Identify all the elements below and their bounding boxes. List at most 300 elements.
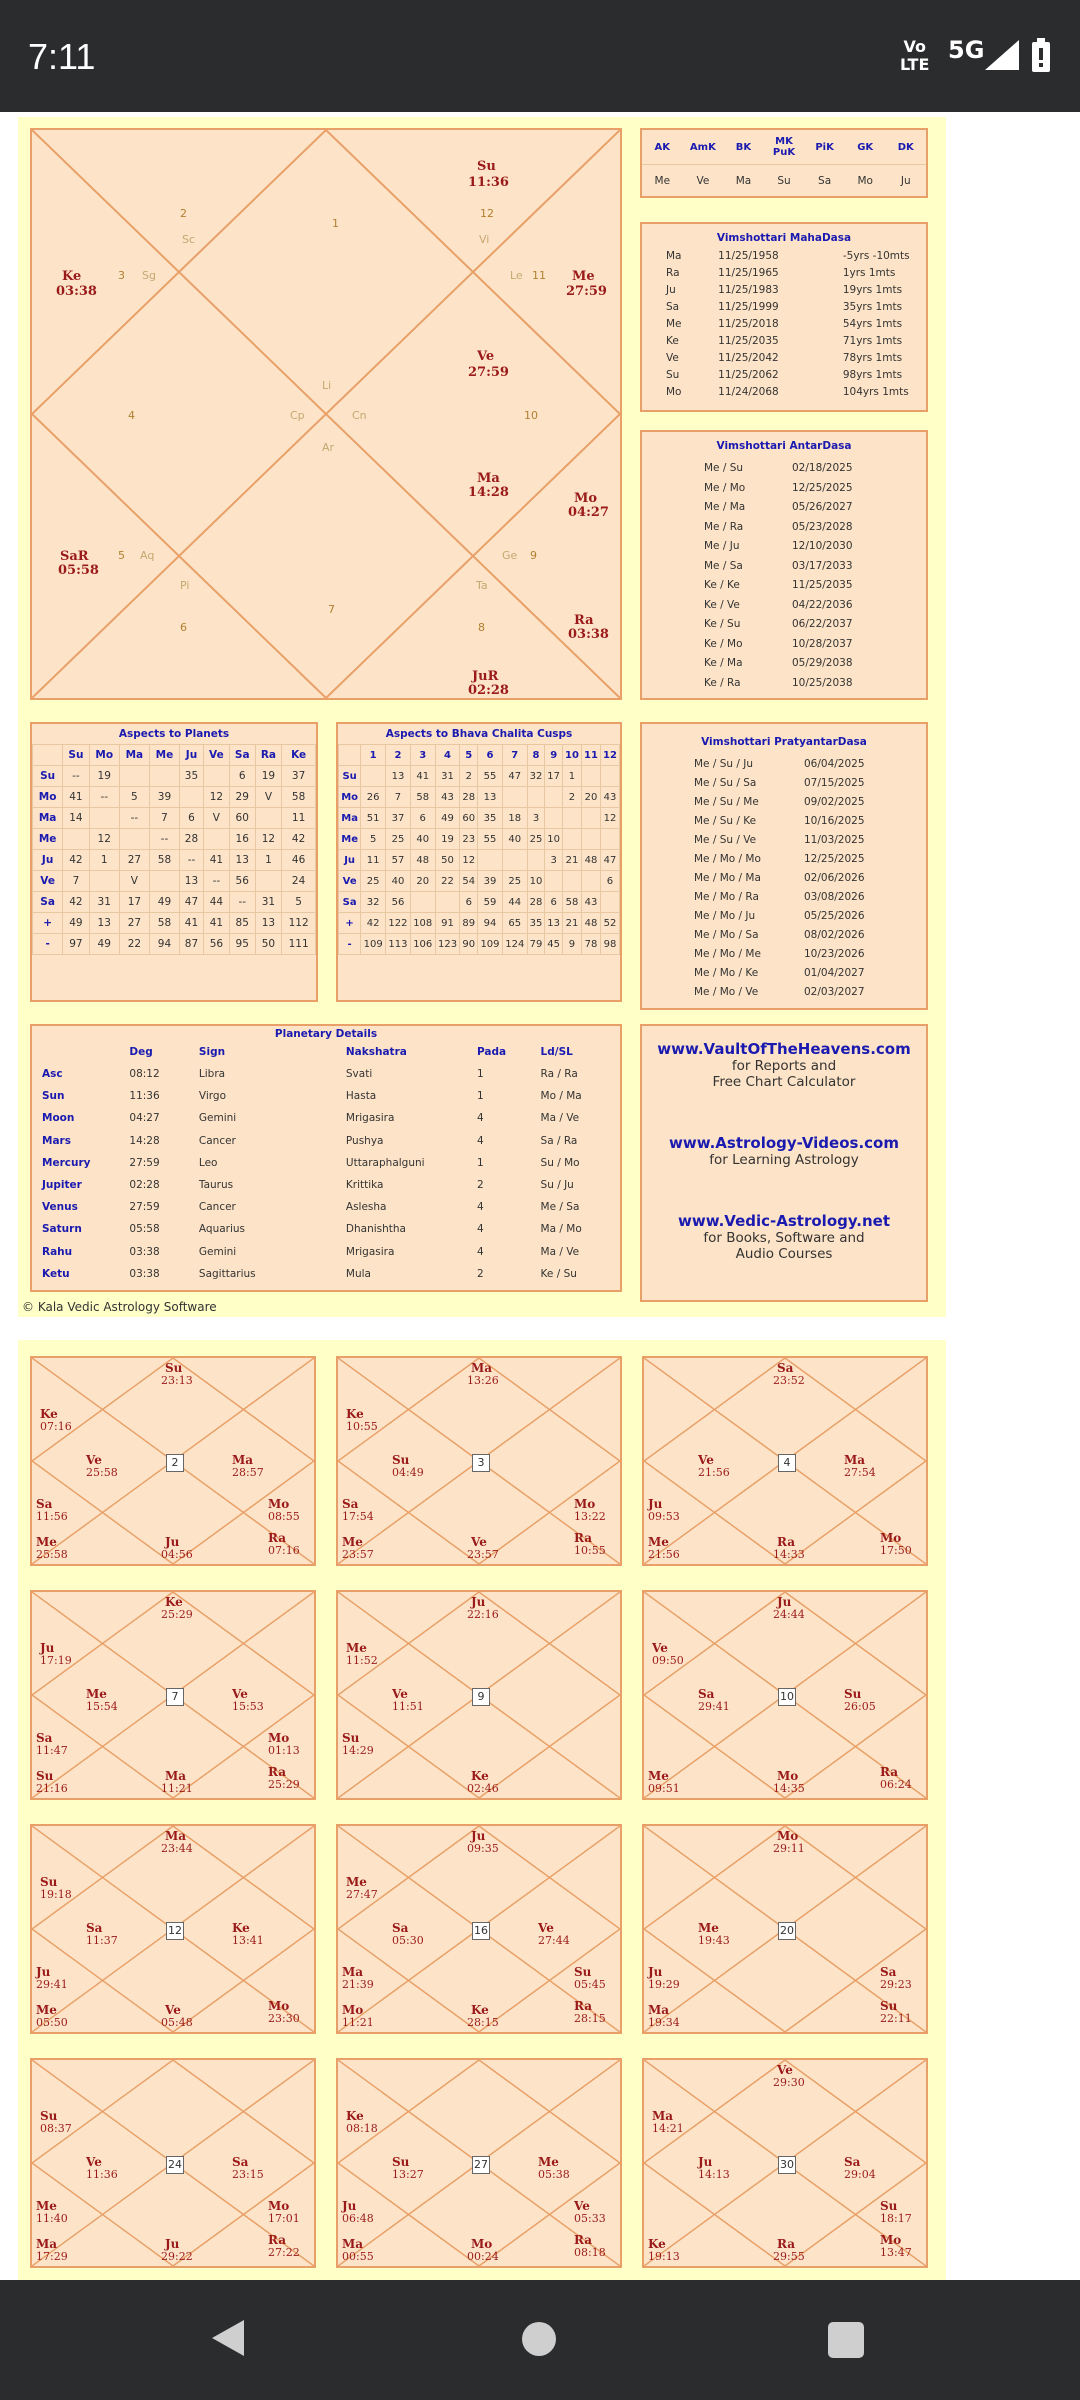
varga-degree: 17:01 bbox=[268, 2212, 300, 2225]
recents-button[interactable] bbox=[828, 2322, 864, 2358]
varga-planet: Ke bbox=[346, 1407, 364, 1421]
planetary-cell: Su / Ju bbox=[540, 1178, 574, 1191]
table-cell: 50 bbox=[255, 934, 282, 955]
network-type: 5G bbox=[948, 36, 985, 64]
table-cell: 35 bbox=[180, 766, 204, 787]
table-cell: 51 bbox=[361, 808, 386, 829]
table-cell: 47 bbox=[502, 766, 527, 787]
planetary-row bbox=[32, 1179, 620, 1201]
table-cell: 39 bbox=[478, 871, 503, 892]
planetary-cell: Moon bbox=[42, 1112, 75, 1125]
varga-degree: 23:30 bbox=[268, 2012, 300, 2025]
table-cell: 2 bbox=[460, 766, 478, 787]
table-cell bbox=[255, 871, 282, 892]
table-row bbox=[339, 766, 620, 787]
dasa-row bbox=[642, 335, 926, 352]
table-cell: 41 bbox=[203, 850, 229, 871]
dasa-cell: 12/25/2025 bbox=[792, 481, 853, 494]
table-cell: 60 bbox=[229, 808, 255, 829]
table-cell: 25 bbox=[527, 829, 545, 850]
varga-planet: Ra bbox=[574, 1999, 593, 2013]
table-header: Ra bbox=[255, 745, 282, 766]
planetary-cell: 03:38 bbox=[129, 1267, 160, 1280]
varga-planet: Me bbox=[36, 2003, 57, 2017]
varga-degree: 11:52 bbox=[346, 1654, 378, 1667]
antardasa-title: Vimshottari AntarDasa bbox=[716, 440, 852, 452]
dasa-row bbox=[642, 599, 926, 619]
table-cell: 25 bbox=[502, 871, 527, 892]
varga-degree: 24:44 bbox=[773, 1608, 805, 1621]
dasa-cell: 06/22/2037 bbox=[792, 618, 853, 630]
karaka-header: AmK bbox=[689, 141, 716, 153]
table-cell bbox=[563, 808, 582, 829]
varga-planet: Me bbox=[342, 1535, 363, 1549]
varga-number: 30 bbox=[778, 2156, 796, 2174]
dasa-cell: Me / Mo / Sa bbox=[694, 929, 759, 941]
varga-planet: Mo bbox=[574, 1497, 596, 1511]
varga-degree: 27:47 bbox=[346, 1888, 378, 1901]
varga-planet: Ju bbox=[777, 1595, 792, 1609]
varga-degree: 11:47 bbox=[36, 1744, 68, 1757]
table-cell: Ve bbox=[339, 871, 361, 892]
table-cell bbox=[600, 829, 619, 850]
varga-number: 2 bbox=[166, 1454, 184, 1472]
table-header: 5 bbox=[460, 745, 478, 766]
varga-planet: Ve bbox=[698, 1453, 714, 1467]
varga-planet: Mo bbox=[777, 1769, 799, 1783]
varga-degree: 19:29 bbox=[648, 1978, 680, 1991]
varga-planet: Mo bbox=[268, 2199, 290, 2213]
table-header: Ma bbox=[119, 745, 149, 766]
rasi-chart bbox=[30, 128, 622, 700]
table-cell: 6 bbox=[229, 766, 255, 787]
table-cell: 19 bbox=[255, 766, 282, 787]
varga-chart bbox=[642, 1590, 928, 1800]
dasa-cell: 06/04/2025 bbox=[804, 758, 865, 770]
varga-degree: 08:18 bbox=[346, 2122, 378, 2135]
dasa-row bbox=[642, 777, 926, 796]
dasa-cell: Mo bbox=[666, 386, 682, 398]
table-row bbox=[33, 913, 316, 934]
table-cell: 47 bbox=[180, 892, 204, 913]
varga-degree: 06:24 bbox=[880, 1778, 912, 1791]
chart-label: 1 bbox=[332, 217, 339, 230]
table-cell: Sa bbox=[339, 892, 361, 913]
table-cell: 52 bbox=[600, 913, 619, 934]
table-cell: 44 bbox=[502, 892, 527, 913]
dasa-row bbox=[642, 521, 926, 541]
table-row bbox=[33, 892, 316, 913]
table-cell bbox=[527, 850, 545, 871]
table-header: 12 bbox=[600, 745, 619, 766]
varga-planet: Su bbox=[165, 1361, 183, 1375]
table-cell: 12 bbox=[203, 787, 229, 808]
dasa-cell: Me / Mo bbox=[704, 481, 746, 494]
dasa-cell: 03/08/2026 bbox=[804, 891, 865, 903]
karaka-value: Ve bbox=[696, 175, 710, 187]
varga-degree: 13:22 bbox=[574, 1510, 606, 1523]
table-cell bbox=[527, 787, 545, 808]
dasa-cell: 11/03/2025 bbox=[804, 834, 865, 846]
planetary-cell: Mars bbox=[42, 1134, 71, 1147]
dasa-row bbox=[642, 891, 926, 910]
varga-planet: Ma bbox=[844, 1453, 866, 1467]
dasa-cell: Me / Sa bbox=[704, 559, 743, 572]
table-cell: 58 bbox=[410, 787, 435, 808]
table-cell: 94 bbox=[149, 934, 179, 955]
varga-degree: 27:54 bbox=[844, 1466, 876, 1479]
table-cell: 87 bbox=[180, 934, 204, 955]
table-cell: 109 bbox=[361, 934, 386, 955]
varga-degree: 21:56 bbox=[698, 1466, 730, 1479]
varga-planet: Su bbox=[36, 1769, 54, 1783]
varga-degree: 21:16 bbox=[36, 1782, 68, 1795]
varga-degree: 11:36 bbox=[86, 2168, 118, 2181]
table-cell: 6 bbox=[180, 808, 204, 829]
dasa-row bbox=[642, 284, 926, 301]
website-link[interactable]: www.VaultOfTheHeavens.com bbox=[657, 1040, 911, 1058]
varga-planet: Ju bbox=[165, 1535, 180, 1549]
dasa-cell: Me / Mo / Ma bbox=[694, 872, 761, 884]
varga-planet: Su bbox=[40, 1875, 58, 1889]
planetary-cell: Dhanishtha bbox=[345, 1223, 406, 1236]
dasa-cell: 12/25/2025 bbox=[804, 853, 865, 865]
planetary-header-row bbox=[32, 1046, 620, 1068]
dasa-cell: 35yrs 1mts bbox=[842, 301, 903, 313]
varga-degree: 14:29 bbox=[342, 1744, 374, 1757]
varga-planet: Ra bbox=[268, 1531, 287, 1545]
varga-degree: 19:34 bbox=[648, 2016, 680, 2029]
table-cell: 11 bbox=[361, 850, 386, 871]
chart-label: JuR bbox=[472, 669, 499, 684]
table-cell: 97 bbox=[63, 934, 89, 955]
planetary-cell: Sa / Ra bbox=[540, 1134, 578, 1147]
planetary-details-table bbox=[30, 1024, 622, 1292]
chart-label: 9 bbox=[530, 549, 537, 562]
dasa-cell: 1yrs 1mts bbox=[842, 267, 896, 279]
karaka-table bbox=[640, 128, 928, 198]
varga-planet: Sa bbox=[342, 1497, 359, 1511]
planetary-header: Deg bbox=[129, 1046, 153, 1058]
table-cell: 26 bbox=[361, 787, 386, 808]
planetary-row bbox=[32, 1068, 620, 1090]
planetary-cell: 11:36 bbox=[129, 1090, 160, 1103]
dasa-cell: Me / Su bbox=[704, 462, 744, 474]
varga-planet: Me bbox=[346, 1875, 367, 1889]
varga-degree: 17:19 bbox=[40, 1654, 72, 1667]
table-cell: 56 bbox=[386, 892, 411, 913]
table-cell: Ju bbox=[339, 850, 361, 871]
dasa-cell: Ke / Su bbox=[704, 618, 741, 630]
chart-label: Cp bbox=[290, 409, 305, 422]
varga-number: 12 bbox=[166, 1922, 184, 1940]
planetary-cell: Hasta bbox=[345, 1090, 377, 1103]
table-cell: Su bbox=[33, 766, 63, 787]
dasa-row bbox=[642, 501, 926, 521]
varga-planet: Mo bbox=[342, 2003, 364, 2017]
table-cell: 42 bbox=[282, 829, 316, 850]
dasa-cell: 11/25/1983 bbox=[718, 284, 779, 296]
chart-label: 6 bbox=[180, 621, 187, 634]
planetary-cell: 4 bbox=[476, 1112, 484, 1125]
table-cell: 3 bbox=[527, 808, 545, 829]
home-button[interactable] bbox=[522, 2322, 556, 2356]
table-cell: 20 bbox=[410, 871, 435, 892]
dasa-row bbox=[642, 853, 926, 872]
planetary-cell: 14:28 bbox=[129, 1134, 160, 1147]
table-cell: 13 bbox=[180, 871, 204, 892]
dasa-row bbox=[642, 462, 926, 482]
table-cell: 49 bbox=[63, 913, 89, 934]
table-cell: 58 bbox=[149, 913, 179, 934]
table-header: 7 bbox=[502, 745, 527, 766]
varga-degree: 29:04 bbox=[844, 2168, 876, 2181]
varga-planet: Ra bbox=[574, 2233, 593, 2247]
planetary-cell: 2 bbox=[476, 1267, 484, 1280]
planetary-cell: Mo / Ma bbox=[540, 1090, 582, 1103]
table-cell: Su bbox=[339, 766, 361, 787]
dasa-row bbox=[642, 986, 926, 1005]
dasa-row bbox=[642, 267, 926, 284]
varga-degree: 08:18 bbox=[574, 2246, 606, 2259]
table-cell: 122 bbox=[386, 913, 411, 934]
planetary-cell: Ma / Ve bbox=[540, 1245, 580, 1258]
varga-degree: 01:13 bbox=[268, 1744, 300, 1757]
table-cell: 58 bbox=[563, 892, 582, 913]
dasa-cell: Ke / Mo bbox=[704, 637, 743, 650]
varga-degree: 10:55 bbox=[574, 1544, 606, 1557]
varga-degree: 29:23 bbox=[880, 1978, 912, 1991]
varga-planet: Mo bbox=[880, 2233, 902, 2247]
chart-label: 04:27 bbox=[568, 505, 609, 520]
varga-planet: Sa bbox=[844, 2155, 861, 2169]
dasa-cell: 11/25/2035 bbox=[792, 579, 853, 591]
table-cell: 12 bbox=[460, 850, 478, 871]
table-cell bbox=[502, 850, 527, 871]
planetary-cell: 1 bbox=[476, 1090, 484, 1103]
table-header: 8 bbox=[527, 745, 545, 766]
table-cell: 60 bbox=[460, 808, 478, 829]
table-cell: Me bbox=[33, 829, 63, 850]
varga-planet: Su bbox=[392, 1453, 410, 1467]
planetary-row bbox=[32, 1112, 620, 1134]
table-cell: 9 bbox=[563, 934, 582, 955]
aspects-cusps-table bbox=[336, 722, 622, 1002]
varga-chart bbox=[30, 1824, 316, 2034]
dasa-cell: Me / Mo / Ju bbox=[694, 910, 756, 922]
signal-icon bbox=[985, 40, 1021, 70]
table-cell: 17 bbox=[545, 766, 563, 787]
table-cell bbox=[581, 871, 600, 892]
table-cell: -- bbox=[119, 808, 149, 829]
dasa-cell: Ma bbox=[666, 250, 682, 262]
dasa-row bbox=[642, 560, 926, 580]
varga-planet: Ke bbox=[471, 2003, 489, 2017]
varga-planet: Ve bbox=[538, 1921, 554, 1935]
varga-degree: 14:33 bbox=[773, 1548, 805, 1561]
varga-planet: Ma bbox=[648, 2003, 670, 2017]
chart-label: 4 bbox=[128, 409, 135, 422]
table-cell: Sa bbox=[33, 892, 63, 913]
table-cell: 24 bbox=[282, 871, 316, 892]
varga-degree: 15:54 bbox=[86, 1700, 118, 1713]
website-link[interactable]: www.Astrology-Videos.com bbox=[669, 1134, 899, 1152]
table-cell: 112 bbox=[282, 913, 316, 934]
table-cell: Ju bbox=[33, 850, 63, 871]
table-cell: 35 bbox=[527, 913, 545, 934]
dasa-cell: Ra bbox=[666, 267, 680, 279]
varga-planet: Ju bbox=[471, 1829, 486, 1843]
table-cell: V bbox=[119, 871, 149, 892]
table-cell: 95 bbox=[229, 934, 255, 955]
varga-planet: Sa bbox=[86, 1921, 103, 1935]
varga-planet: Ve bbox=[777, 2063, 793, 2077]
table-cell: 94 bbox=[478, 913, 503, 934]
table-header-row bbox=[339, 745, 620, 766]
dasa-cell: 54yrs 1mts bbox=[842, 318, 903, 330]
dasa-cell: Sa bbox=[666, 301, 680, 313]
table-cell: 21 bbox=[563, 850, 582, 871]
table-cell: 13 bbox=[545, 913, 563, 934]
chart-label: 2 bbox=[180, 207, 187, 220]
chart-label: Cn bbox=[352, 409, 367, 422]
varga-degree: 05:33 bbox=[574, 2212, 606, 2225]
planetary-cell: 4 bbox=[476, 1201, 484, 1214]
planetary-cell: Mrigasira bbox=[345, 1112, 395, 1125]
planetary-cell: Saturn bbox=[42, 1223, 82, 1236]
varga-degree: 11:56 bbox=[36, 1510, 68, 1523]
chart-label: 27:59 bbox=[468, 365, 509, 380]
chart-label: Ta bbox=[476, 579, 488, 592]
varga-planet: Ma bbox=[342, 2237, 364, 2251]
table-cell: 7 bbox=[63, 871, 89, 892]
dasa-cell: Me / Mo / Ke bbox=[694, 967, 759, 979]
dasa-row bbox=[642, 579, 926, 599]
dasa-cell: 11/25/1958 bbox=[718, 250, 779, 262]
chart-label: Su bbox=[477, 159, 496, 174]
planetary-cell: Sagittarius bbox=[198, 1267, 256, 1280]
dasa-cell: Ke / Ve bbox=[704, 598, 740, 611]
planetary-cell: Ke / Su bbox=[540, 1267, 577, 1280]
chart-label: Ma bbox=[477, 471, 500, 486]
table-cell: 32 bbox=[361, 892, 386, 913]
link-desc: for Learning Astrology bbox=[709, 1152, 859, 1168]
table-cell: 79 bbox=[527, 934, 545, 955]
planetary-cell: 27:59 bbox=[129, 1201, 160, 1214]
dasa-cell: Me / Su / Me bbox=[694, 796, 759, 808]
varga-degree: 29:11 bbox=[773, 1842, 805, 1855]
dasa-cell: Me / Ra bbox=[704, 520, 744, 533]
table-cell: 1 bbox=[255, 850, 282, 871]
table-header: Ju bbox=[180, 745, 204, 766]
varga-planet: Me bbox=[648, 1535, 669, 1549]
dasa-cell: 10/16/2025 bbox=[804, 815, 865, 827]
table-cell: 19 bbox=[435, 829, 460, 850]
dasa-cell: 11/25/2035 bbox=[718, 335, 779, 347]
website-link[interactable]: www.Vedic-Astrology.net bbox=[678, 1212, 890, 1230]
mahadasa-table bbox=[640, 222, 928, 412]
varga-degree: 23:44 bbox=[161, 1842, 193, 1855]
dasa-cell: Su bbox=[666, 369, 680, 381]
table-cell bbox=[119, 766, 149, 787]
planetary-cell: Uttaraphalguni bbox=[345, 1156, 425, 1169]
table-cell: 78 bbox=[581, 934, 600, 955]
table-cell: 12 bbox=[89, 829, 119, 850]
table-cell bbox=[435, 892, 460, 913]
varga-number: 24 bbox=[166, 2156, 184, 2174]
table-cell: 35 bbox=[478, 808, 503, 829]
chart-label: 12 bbox=[480, 207, 494, 220]
planetary-cell: 2 bbox=[476, 1178, 484, 1191]
table-cell: 25 bbox=[361, 871, 386, 892]
varga-planet: Ju bbox=[342, 2199, 357, 2213]
chart-label: 10 bbox=[524, 409, 538, 422]
table-cell: 6 bbox=[600, 871, 619, 892]
table-cell: 98 bbox=[600, 934, 619, 955]
varga-degree: 19:43 bbox=[698, 1934, 730, 1947]
chart-label: 14:28 bbox=[468, 485, 509, 500]
planetary-cell: Gemini bbox=[198, 1112, 237, 1125]
varga-planet: Ra bbox=[268, 1765, 287, 1779]
planetary-title: Planetary Details bbox=[274, 1028, 378, 1040]
dasa-cell: Ke / Ke bbox=[704, 579, 740, 591]
link-desc: for Reports and bbox=[731, 1058, 837, 1074]
planetary-cell: Rahu bbox=[42, 1245, 73, 1258]
table-row bbox=[339, 829, 620, 850]
varga-degree: 17:50 bbox=[880, 1544, 912, 1557]
karaka-value: Me bbox=[654, 175, 671, 187]
table-cell: 91 bbox=[435, 913, 460, 934]
web-content[interactable] bbox=[0, 112, 1080, 2280]
planetary-row bbox=[32, 1090, 620, 1112]
table-cell: 108 bbox=[410, 913, 435, 934]
dasa-row bbox=[642, 834, 926, 853]
planetary-cell: Virgo bbox=[198, 1090, 226, 1103]
varga-planet: Ve bbox=[574, 2199, 590, 2213]
table-cell: 5 bbox=[119, 787, 149, 808]
table-cell: 11 bbox=[282, 808, 316, 829]
dasa-cell: 05/25/2026 bbox=[804, 910, 865, 922]
varga-degree: 22:11 bbox=[880, 2012, 912, 2025]
table-cell: Ma bbox=[33, 808, 63, 829]
back-icon[interactable] bbox=[210, 2318, 246, 2358]
karaka-header: MK PuK bbox=[772, 136, 796, 158]
karaka-header: GK bbox=[857, 141, 874, 153]
table-cell bbox=[545, 787, 563, 808]
varga-planet: Ke bbox=[471, 1769, 489, 1783]
dasa-cell: 11/24/2068 bbox=[718, 386, 779, 398]
link-block bbox=[642, 1134, 926, 1168]
table-cell: 14 bbox=[63, 808, 89, 829]
chart-label: 11:36 bbox=[468, 175, 509, 190]
table-cell: 13 bbox=[89, 913, 119, 934]
varga-planet: Me bbox=[86, 1687, 107, 1701]
table-cell: 27 bbox=[119, 850, 149, 871]
table-cell: 109 bbox=[478, 934, 503, 955]
planetary-cell: Mula bbox=[345, 1267, 371, 1280]
varga-planet: Me bbox=[346, 1641, 367, 1655]
table-cell: + bbox=[339, 913, 361, 934]
table-header: 10 bbox=[563, 745, 582, 766]
varga-degree: 29:30 bbox=[773, 2076, 805, 2089]
link-block bbox=[642, 1040, 926, 1090]
varga-planet: Su bbox=[342, 1731, 360, 1745]
planetary-cell: Mrigasira bbox=[345, 1245, 395, 1258]
dasa-row bbox=[642, 657, 926, 677]
planetary-cell: 4 bbox=[476, 1223, 484, 1236]
karaka-header: PiK bbox=[815, 141, 834, 153]
varga-degree: 29:55 bbox=[773, 2250, 805, 2263]
